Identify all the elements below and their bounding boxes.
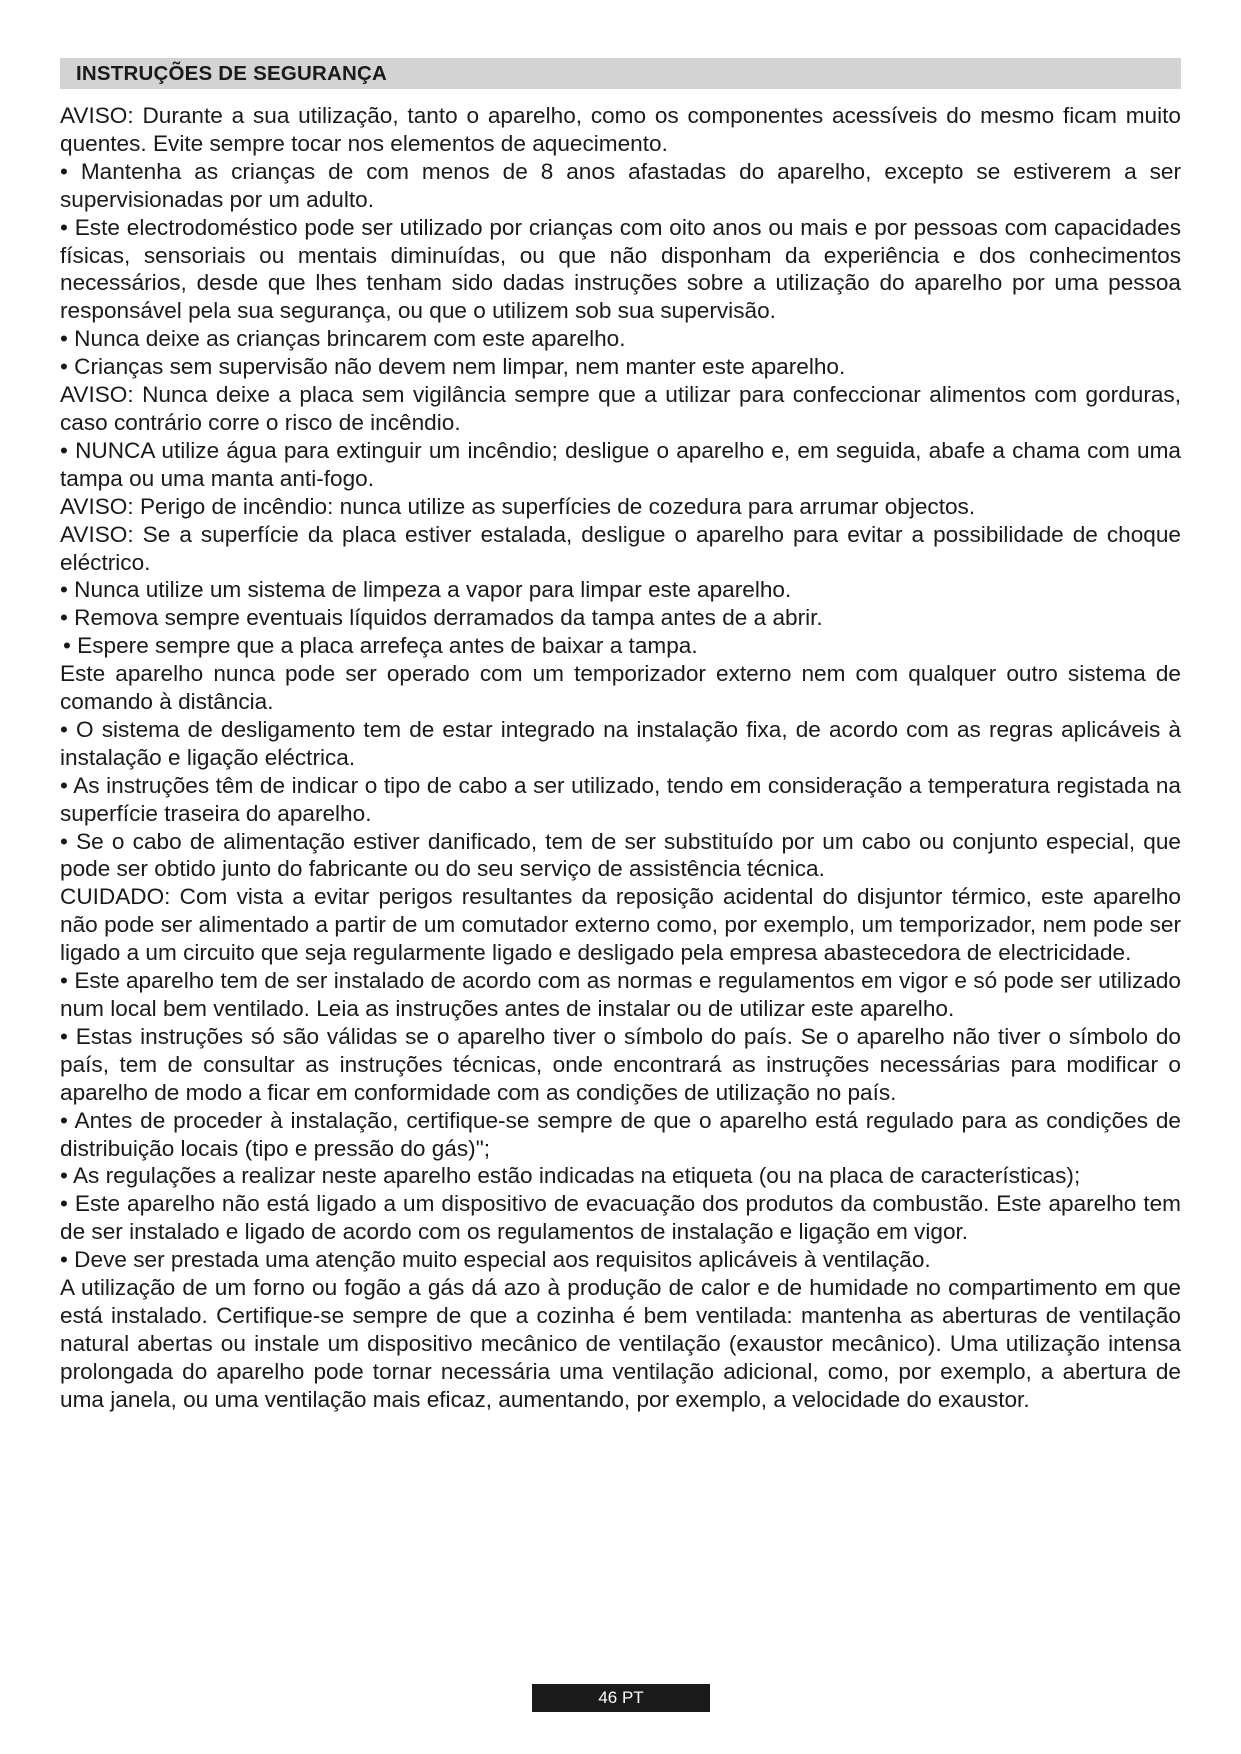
- paragraph: • Antes de proceder à instalação, certifique-se sempre de que o aparelho está regulado para as condições de distribuição locais (tipo e pressão do gás)";: [60, 1107, 1181, 1161]
- paragraph: • Deve ser prestada uma atenção muito especial aos requisitos aplicáveis à ventilação.: [60, 1247, 931, 1273]
- paragraph: AVISO: Nunca deixe a placa sem vigilância sempre que a utilizar para confeccionar alimentos com gorduras, caso contrário corre o risco de incêndio.: [60, 382, 1181, 435]
- paragraph: • NUNCA utilize água para extinguir um incêndio; desligue o aparelho e, em seguida, abafe a chama com uma tampa ou uma manta anti-fogo.: [60, 437, 1181, 491]
- paragraph: • Se o cabo de alimentação estiver danificado, tem de ser substituído por um cabo ou conjunto especial, que pode ser obtido junto do fabricante ou do seu serviço de assistência técnica.: [60, 828, 1181, 882]
- paragraph: • Espere sempre que a placa arrefeça antes de baixar a tampa.: [63, 633, 698, 659]
- section-title: INSTRUÇÕES DE SEGURANÇA: [76, 61, 387, 85]
- paragraph: CUIDADO: Com vista a evitar perigos resultantes da reposição acidental do disjuntor térmico, este aparelho não pode ser alimentado a partir de um comutador externo como, por exemplo, um temporizador, nem pode ser ligado a um circuito que seja regularmente ligado e desligado pela empresa abastecedora de electricidade.: [60, 884, 1181, 966]
- paragraph: • Crianças sem supervisão não devem nem limpar, nem manter este aparelho.: [60, 354, 846, 380]
- paragraph: • Nunca deixe as crianças brincarem com este aparelho.: [60, 326, 626, 352]
- paragraph: AVISO: Se a superfície da placa estiver estalada, desligue o aparelho para evitar a possibilidade de choque eléctrico.: [60, 521, 1181, 575]
- paragraph: • As instruções têm de indicar o tipo de cabo a ser utilizado, tendo em consideração a temperatura registada na superfície traseira do aparelho.: [60, 772, 1181, 826]
- paragraph: AVISO: Perigo de incêndio: nunca utilize as superfícies de cozedura para arrumar objectos.: [60, 493, 976, 519]
- paragraph: • Este aparelho tem de ser instalado de acordo com as normas e regulamentos em vigor e só pode ser utilizado num local bem ventilado. Leia as instruções antes de instalar ou de utilizar este aparelho.: [60, 968, 1181, 1021]
- paragraph: Este aparelho nunca pode ser operado com um temporizador externo nem com qualquer outro sistema de comando à distância.: [60, 661, 1181, 715]
- paragraph: A utilização de um forno ou fogão a gás dá azo à produção de calor e de humidade no compartimento em que está instalado. Certifique-se sempre de que a cozinha é bem ventilada: mantenha as aberturas de ventilação natural abertas ou instale um dispositivo mecânico de ventilação (exaustor mecânico). Uma utilização intensa prolongada do aparelho pode tornar necessária uma ventilação adicional, como, por exemplo, a abertura de uma janela, ou uma ventilação mais eficaz, aumentando, por exemplo, a velocidade do exaustor.: [60, 1275, 1181, 1412]
- paragraph: • As regulações a realizar neste aparelho estão indicadas na etiqueta (ou na placa de características);: [60, 1163, 1081, 1189]
- paragraph: • Estas instruções só são válidas se o aparelho tiver o símbolo do país. Se o aparelho não tiver o símbolo do país, tem de consultar as instruções técnicas, onde encontrará as instruções necessárias para modificar o aparelho de modo a ficar em conformidade com as condições de utilização no país.: [60, 1023, 1181, 1105]
- paragraph: • Este electrodoméstico pode ser utilizado por crianças com oito anos ou mais e por pessoas com capacidades físicas, sensoriais ou mentais diminuídas, ou que não disponham da experiência e dos conhecimentos necessários, desde que lhes tenham sido dadas instruções sobre a utilização do aparelho por uma pessoa responsável pela sua segurança, ou que o utilizem sob sua supervisão.: [60, 214, 1181, 324]
- paragraph: • Este aparelho não está ligado a um dispositivo de evacuação dos produtos da combustão. Este aparelho tem de ser instalado e ligado de acordo com os regulamentos de instalação e ligação em vigor.: [60, 1191, 1181, 1245]
- paragraph: • Mantenha as crianças de com menos de 8 anos afastadas do aparelho, excepto se estiverem a ser supervisionadas por um adulto.: [60, 158, 1181, 212]
- safety-instructions-body: [60, 102, 1181, 1414]
- paragraph: • Remova sempre eventuais líquidos derramados da tampa antes de a abrir.: [60, 605, 823, 631]
- section-header-bar: [60, 58, 1181, 89]
- paragraph: • O sistema de desligamento tem de estar integrado na instalação fixa, de acordo com as regras aplicáveis à instalação e ligação eléctrica.: [60, 716, 1181, 770]
- page-number-badge: [532, 1684, 710, 1712]
- paragraph: AVISO: Durante a sua utilização, tanto o aparelho, como os componentes acessíveis do mesmo ficam muito quentes. Evite sempre tocar nos elementos de aquecimento.: [60, 103, 1181, 156]
- page-number: 46 PT: [598, 1688, 644, 1707]
- paragraph: • Nunca utilize um sistema de limpeza a vapor para limpar este aparelho.: [60, 577, 792, 603]
